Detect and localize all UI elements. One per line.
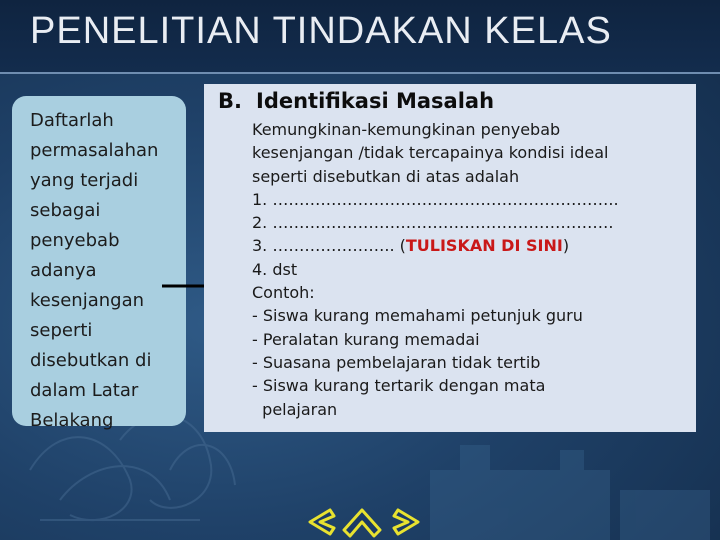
instruction-line: permasalahan xyxy=(30,140,159,161)
example-item: - Peralatan kurang memadai xyxy=(252,329,480,349)
instruction-line: disebutkan di xyxy=(30,350,152,371)
content-box xyxy=(204,84,696,432)
instruction-line: Daftarlah xyxy=(30,110,114,131)
instruction-line: kesenjangan xyxy=(30,290,145,311)
list-item-2: 2. ………………………………………………………. xyxy=(252,213,614,233)
instruction-line: dalam Latar xyxy=(30,380,139,401)
example-item: - Siswa kurang memahami petunjuk guru xyxy=(252,306,583,326)
instruction-line: Belakang xyxy=(30,410,114,431)
home-icon[interactable] xyxy=(342,508,382,538)
intro-line: seperti disebutkan di atas adalah xyxy=(252,166,520,186)
instruction-box xyxy=(12,96,186,431)
list-item-3-suffix: ) xyxy=(562,236,570,256)
instruction-line: yang terjadi xyxy=(30,170,139,191)
instruction-line: seperti xyxy=(30,320,93,341)
section-heading xyxy=(218,89,686,113)
section-letter: B. xyxy=(218,89,242,113)
section-title: Identifikasi Masalah xyxy=(256,89,495,113)
instruction-line: adanya xyxy=(30,260,97,281)
slide-title: PENELITIAN TINDAKAN KELAS xyxy=(30,10,612,52)
list-item-3-prefix: 3. ………………….. ( xyxy=(252,236,406,256)
list-item-3 xyxy=(252,234,686,257)
list-item-1: 1. ……………………………………………………….. xyxy=(252,189,619,209)
example-item: - Suasana pembelajaran tidak tertib xyxy=(252,352,541,372)
list-item-4: 4. dst xyxy=(252,259,298,279)
intro-line: kesenjangan /tidak tercapainya kondisi ideal xyxy=(252,143,609,163)
example-item: pelajaran xyxy=(252,399,338,419)
section-body xyxy=(218,118,686,421)
example-item: - Siswa kurang tertarik dengan mata xyxy=(252,376,546,396)
instruction-text xyxy=(30,106,176,436)
example-label: Contoh: xyxy=(252,283,315,303)
chevron-left-icon[interactable] xyxy=(300,508,336,536)
highlight-text: TULISKAN DI SINI xyxy=(405,236,563,256)
title-bar xyxy=(0,0,720,74)
instruction-line: sebagai xyxy=(30,200,101,221)
intro-line: Kemungkinan-kemungkinan penyebab xyxy=(252,120,561,139)
instruction-line: penyebab xyxy=(30,230,120,251)
chevron-right-icon[interactable] xyxy=(392,508,428,536)
